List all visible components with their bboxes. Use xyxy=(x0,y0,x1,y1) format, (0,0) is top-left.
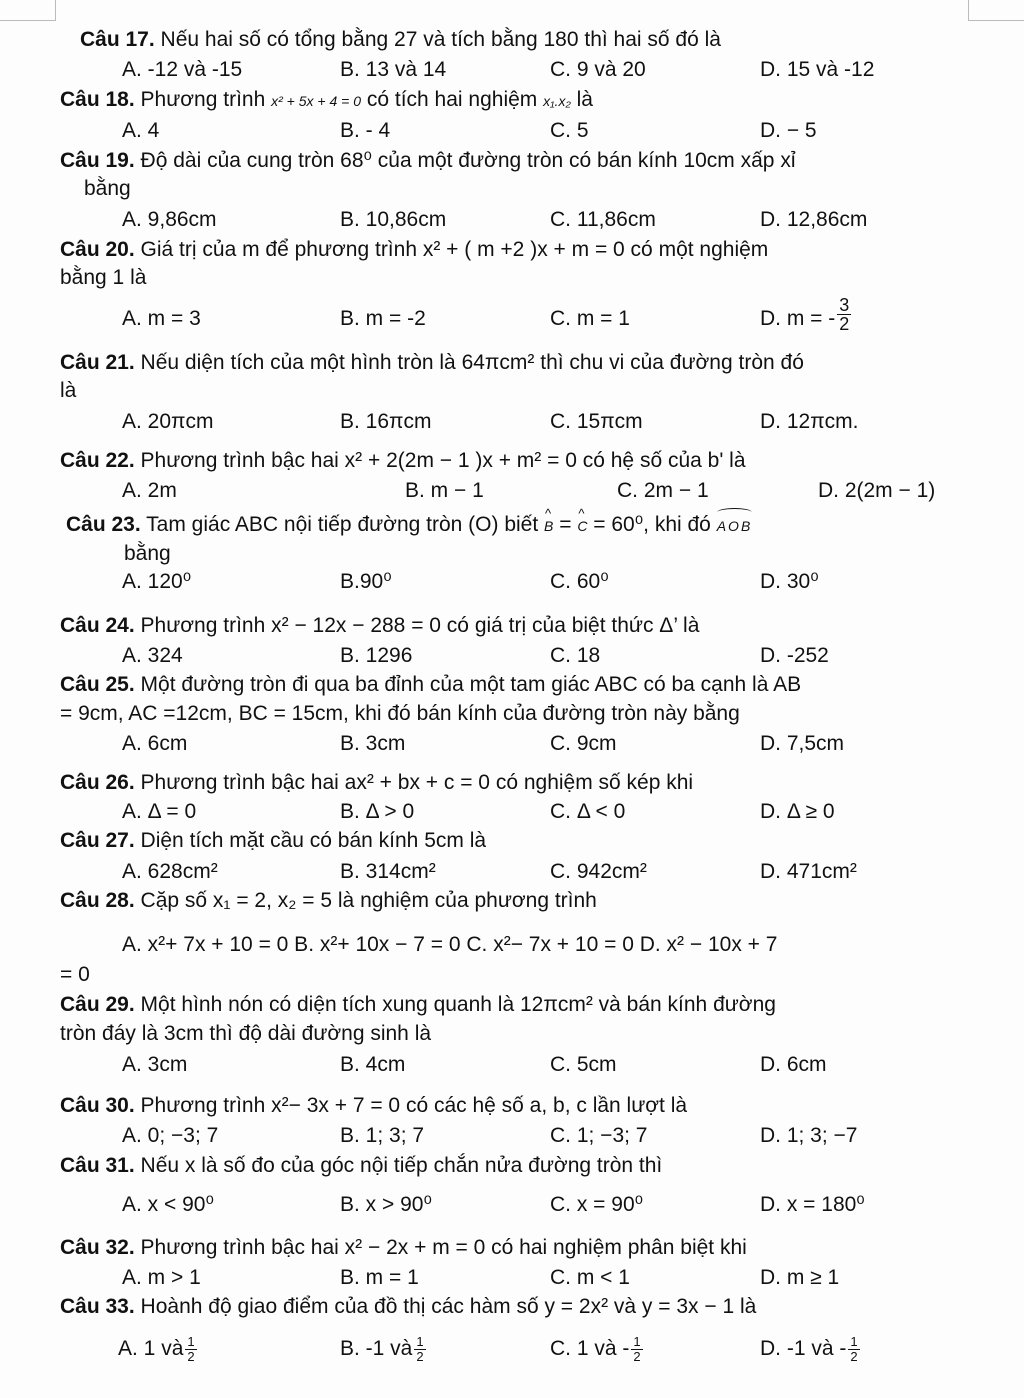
question-29-cont: tròn đáy là 3cm thì độ dài đường sinh là xyxy=(60,1022,432,1045)
question-31: Câu 31. Nếu x là số đo của góc nội tiếp chắn nửa đường tròn thì xyxy=(60,1154,663,1177)
option-c: C. Δ < 0 xyxy=(550,800,626,823)
option-c: C. 15πcm xyxy=(550,410,643,433)
option-a: A. m > 1 xyxy=(122,1266,201,1289)
option-a: A. 3cm xyxy=(122,1053,188,1076)
option-a: A. -12 và -15 xyxy=(122,58,243,81)
question-26: Câu 26. Phương trình bậc hai ax² + bx + c = 0 có nghiệm số kép khi xyxy=(60,771,694,794)
question-23: Câu 23. Tam giác ABC nội tiếp đường tròn (O) biết ^ B = ^ C = 60⁰, khi đó AOB xyxy=(66,512,966,539)
question-25: Câu 25. Một đường tròn đi qua ba đỉnh của một tam giác ABC có ba cạnh là AB xyxy=(60,673,802,696)
option-d: D. 6cm xyxy=(760,1053,827,1076)
option-d: D. 12,86cm xyxy=(760,208,868,231)
option-c: C. 1; −3; 7 xyxy=(550,1124,648,1147)
question-20-cont: bằng 1 là xyxy=(60,266,147,289)
question-19: Câu 19. Độ dài của cung tròn 68⁰ của một đường tròn có bán kính 10cm xấp xỉ xyxy=(60,149,796,172)
option-c: C. 11,86cm xyxy=(550,208,656,231)
option-c: C. m = 1 xyxy=(550,307,630,330)
option-a: A. m = 3 xyxy=(122,307,201,330)
option-c: C. 5 xyxy=(550,119,589,142)
option-c: C. 5cm xyxy=(550,1053,617,1076)
option-c: C. 18 xyxy=(550,644,601,667)
option-d: D. -1 và - $\frac{1}{2}$ xyxy=(760,1334,858,1364)
option-c: C. 9 và 20 xyxy=(550,58,646,81)
arc-aob: AOB xyxy=(717,513,753,539)
option-b: B. 10,86cm xyxy=(340,208,447,231)
option-b: B. 1296 xyxy=(340,644,413,667)
option-d: D. 2(2m − 1) xyxy=(818,479,936,502)
option-d: D. 7,5cm xyxy=(760,732,845,755)
option-b: B. 3cm xyxy=(340,732,406,755)
option-d: D. m ≥ 1 xyxy=(760,1266,840,1289)
option-b: B. 4cm xyxy=(340,1053,406,1076)
option-c: C. 9cm xyxy=(550,732,617,755)
question-18: Câu 18. Phương trình x² + 5x + 4 = 0 có tích hai nghiệm x₁.x₂ là xyxy=(60,88,593,111)
question-20: Câu 20. Giá trị của m để phương trình x² + ( m +2 )x + m = 0 có một nghiệm xyxy=(60,238,769,261)
option-d: D. -252 xyxy=(760,644,829,667)
option-a: A. 2m xyxy=(122,479,177,502)
option-b: B. -1 và $\frac{1}{2}$ xyxy=(340,1334,424,1364)
option-c: C. x = 90⁰ xyxy=(550,1193,644,1216)
fraction: $\frac{1}{2}$ xyxy=(633,1334,641,1364)
option-d: D. x = 180⁰ xyxy=(760,1193,865,1216)
option-a: A. Δ = 0 xyxy=(122,800,197,823)
question-23-cont: bằng xyxy=(124,542,171,565)
option-a: A. x < 90⁰ xyxy=(122,1193,214,1216)
option-c: C. 1 và - $\frac{1}{2}$ xyxy=(550,1334,641,1364)
option-a: A. 1 và $\frac{1}{2}$ xyxy=(118,1334,195,1364)
question-27: Câu 27. Diện tích mặt cầu có bán kính 5cm là xyxy=(60,829,487,852)
option-a: A. 628cm² xyxy=(122,860,218,883)
option-a: A. 4 xyxy=(122,119,160,142)
option-d: D. 12πcm. xyxy=(760,410,859,433)
option-d: D. − 5 xyxy=(760,119,817,142)
question-32: Câu 32. Phương trình bậc hai x² − 2x + m = 0 có hai nghiệm phân biệt khi xyxy=(60,1236,747,1259)
option-b: B. m = -2 xyxy=(340,307,426,330)
question-29: Câu 29. Một hình nón có diện tích xung quanh là 12πcm² và bán kính đường xyxy=(60,993,776,1016)
option-d: D. 471cm² xyxy=(760,860,857,883)
question-21: Câu 21. Nếu diện tích của một hình tròn là 64πcm² thì chu vi của đường tròn đó xyxy=(60,351,804,374)
options-28-cont: = 0 xyxy=(60,963,90,986)
fraction: $\frac{3}{2}$ xyxy=(839,295,850,334)
option-a: A. 9,86cm xyxy=(122,208,217,231)
fraction: $\frac{1}{2}$ xyxy=(187,1334,195,1364)
option-d: D. 30⁰ xyxy=(760,570,819,593)
question-24: Câu 24. Phương trình x² − 12x − 288 = 0 có giá trị của biệt thức Δ’ là xyxy=(60,614,700,637)
question-22: Câu 22. Phương trình bậc hai x² + 2(2m − 1 )x + m² = 0 có hệ số của b' là xyxy=(60,449,746,472)
question-17: Câu 17. Nếu hai số có tổng bằng 27 và tích bằng 180 thì hai số đó là xyxy=(80,28,721,51)
option-c: C. m < 1 xyxy=(550,1266,630,1289)
question-28: Câu 28. Cặp số x₁ = 2, x₂ = 5 là nghiệm của phương trình xyxy=(60,889,597,912)
question-33: Câu 33. Hoành độ giao điểm của đồ thị các hàm số y = 2x² và y = 3x − 1 là xyxy=(60,1295,757,1318)
option-a: A. 0; −3; 7 xyxy=(122,1124,219,1147)
option-c: C. 942cm² xyxy=(550,860,647,883)
question-25-cont: = 9cm, AC =12cm, BC = 15cm, khi đó bán kính của đường tròn này bằng xyxy=(60,702,740,725)
option-d: D. Δ ≥ 0 xyxy=(760,800,835,823)
option-b: B. m = 1 xyxy=(340,1266,419,1289)
angle-b: ^ B xyxy=(544,513,553,539)
option-b: B. m − 1 xyxy=(405,479,484,502)
option-a: A. 20πcm xyxy=(122,410,214,433)
option-c: C. 2m − 1 xyxy=(617,479,709,502)
options-28: A. x²+ 7x + 10 = 0 B. x²+ 10x − 7 = 0 C. x²− 7x + 10 = 0 D. x² − 10x + 7 xyxy=(122,933,778,956)
option-a: A. 6cm xyxy=(122,732,188,755)
option-d: D. m = - $\frac{3}{2}$ xyxy=(760,295,850,334)
question-21-cont: là xyxy=(60,379,77,402)
option-a: A. 120⁰ xyxy=(122,570,192,593)
option-b: B. 13 và 14 xyxy=(340,58,447,81)
option-b: B. 16πcm xyxy=(340,410,432,433)
option-d: D. 1; 3; −7 xyxy=(760,1124,858,1147)
option-a: A. 324 xyxy=(122,644,183,667)
fraction: $\frac{1}{2}$ xyxy=(850,1334,858,1364)
option-b: B. x > 90⁰ xyxy=(340,1193,432,1216)
fraction: $\frac{1}{2}$ xyxy=(416,1334,424,1364)
option-b: B.90⁰ xyxy=(340,570,392,593)
option-c: C. 60⁰ xyxy=(550,570,609,593)
option-d: D. 15 và -12 xyxy=(760,58,875,81)
question-30: Câu 30. Phương trình x²− 3x + 7 = 0 có các hệ số a, b, c lần lượt là xyxy=(60,1094,688,1117)
question-19-cont: bằng xyxy=(84,177,131,200)
option-b: B. 314cm² xyxy=(340,860,436,883)
angle-c: ^ C xyxy=(577,513,587,539)
option-b: B. 1; 3; 7 xyxy=(340,1124,425,1147)
option-b: B. - 4 xyxy=(340,119,391,142)
option-b: B. Δ > 0 xyxy=(340,800,415,823)
